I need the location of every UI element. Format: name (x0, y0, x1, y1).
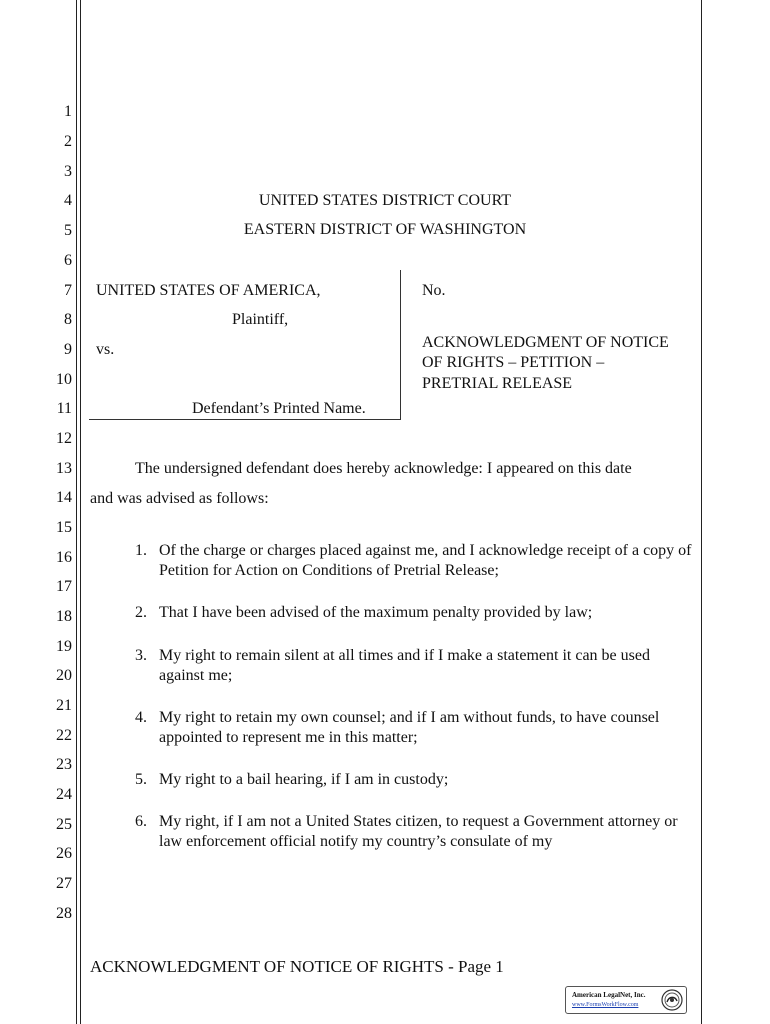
line-number: 5 (64, 222, 72, 239)
caption-divider-horizontal (89, 419, 401, 420)
list-item (135, 708, 695, 748)
list-item-number: 1. (135, 542, 147, 559)
line-number: 26 (56, 845, 72, 862)
line-number: 10 (56, 371, 72, 388)
list-item (135, 603, 695, 623)
list-item-number: 5. (135, 771, 147, 788)
line-number: 12 (56, 430, 72, 447)
left-margin-rule-inner (80, 0, 81, 1024)
line-number: 17 (56, 578, 72, 595)
right-margin-rule (701, 0, 702, 1024)
list-item-number: 3. (135, 647, 147, 664)
list-item-text: My right, if I am not a United States citizen, to request a Government attorney or law enforcement official notify my country’s consulate of my (159, 813, 678, 850)
list-item-number: 6. (135, 813, 147, 830)
line-number: 2 (64, 133, 72, 150)
list-item-text: My right to retain my own counsel; and if I am without funds, to have counsel appointed to represent me in this matter; (159, 709, 660, 746)
intro-paragraph-line1: The undersigned defendant does hereby acknowledge: I appeared on this date (135, 460, 632, 477)
publisher-name: American LegalNet, Inc. (572, 991, 646, 999)
line-number: 7 (64, 282, 72, 299)
publisher-logo (565, 986, 687, 1014)
plaintiff-role: Plaintiff, (232, 311, 289, 328)
list-item (135, 770, 695, 790)
line-number: 24 (56, 786, 72, 803)
line-number: 13 (56, 460, 72, 477)
document-title-line: ACKNOWLEDGMENT OF NOTICE (422, 334, 669, 351)
line-number: 25 (56, 816, 72, 833)
line-number: 11 (56, 400, 72, 417)
plaintiff-name: UNITED STATES OF AMERICA, (96, 282, 321, 299)
versus-label: vs. (96, 341, 115, 358)
list-item-text: Of the charge or charges placed against me, and I acknowledge receipt of a copy of Petition for Action on Conditions of Pretrial Release; (159, 542, 692, 579)
line-number: 22 (56, 727, 72, 744)
list-item-text: My right to a bail hearing, if I am in custody; (159, 771, 449, 788)
line-number: 18 (56, 608, 72, 625)
line-number: 19 (56, 638, 72, 655)
list-item (135, 812, 695, 852)
list-item (135, 541, 695, 581)
list-item-number: 2. (135, 604, 147, 621)
list-item-text: That I have been advised of the maximum penalty provided by law; (159, 604, 593, 621)
list-item-number: 4. (135, 709, 147, 726)
line-number: 20 (56, 667, 72, 684)
publisher-seal-icon (661, 989, 683, 1011)
document-title-line: PRETRIAL RELEASE (422, 375, 573, 392)
line-number: 1 (64, 103, 72, 120)
line-number: 3 (64, 163, 72, 180)
intro-paragraph-line2: and was advised as follows: (90, 490, 269, 507)
page-footer: ACKNOWLEDGMENT OF NOTICE OF RIGHTS - Page 1 (90, 957, 504, 976)
line-number: 28 (56, 905, 72, 922)
line-number: 15 (56, 519, 72, 536)
line-number: 9 (64, 341, 72, 358)
court-name: UNITED STATES DISTRICT COURT (258, 192, 512, 209)
list-item-text: My right to remain silent at all times and if I make a statement it can be used against me; (159, 647, 650, 684)
caption-divider-vertical (400, 270, 401, 420)
court-district: EASTERN DISTRICT OF WASHINGTON (243, 221, 527, 238)
line-number: 6 (64, 252, 72, 269)
line-number: 14 (56, 489, 72, 506)
left-margin-rule-outer (76, 0, 77, 1024)
line-number: 8 (64, 311, 72, 328)
line-number: 4 (64, 192, 72, 209)
list-item (135, 646, 695, 686)
defendant-name-label: Defendant’s Printed Name. (192, 400, 366, 417)
line-number: 23 (56, 756, 72, 773)
line-number: 16 (56, 549, 72, 566)
publisher-url[interactable]: www.FormsWorkFlow.com (572, 1002, 639, 1008)
line-number: 21 (56, 697, 72, 714)
document-title-line: OF RIGHTS – PETITION – (422, 354, 605, 371)
case-number-label: No. (422, 282, 446, 299)
line-number: 27 (56, 875, 72, 892)
